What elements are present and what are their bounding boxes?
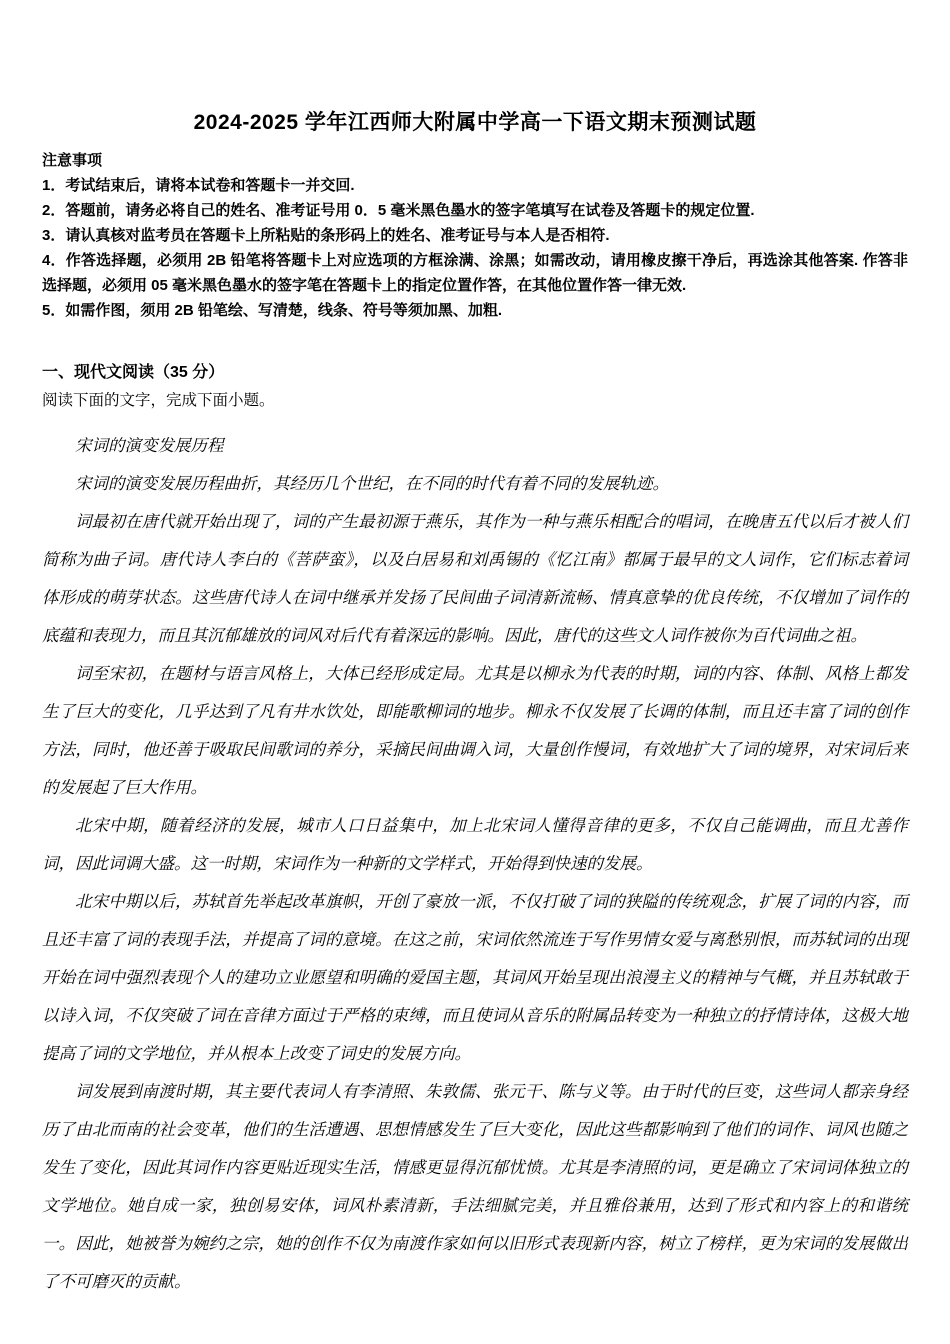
passage-paragraph: 北宋中期，随着经济的发展，城市人口日益集中，加上北宋词人懂得音律的更多，不仅自己能调曲，而且尤善作词，因此词调大盛。这一时期，宋词作为一种新的文学样式，开始得到快速的发展。	[42, 816, 908, 873]
passage-paragraph: 词至宋初，在题材与语言风格上，大体已经形成定局。尤其是以柳永为代表的时期，词的内容、体制、风格上都发生了巨大的变化，几乎达到了凡有井水饮处，即能歌柳词的地步。柳永不仅发展了长调的体制，而且还丰富了词的创作方法，同时，他还善于吸取民间歌词的养分，采摘民间曲调入词，大量创作慢词，有效地扩大了词的境界，对宋词后来的发展起了巨大作用。	[42, 664, 908, 797]
reading-passage	[42, 427, 908, 1301]
passage-subtitle: 宋词的演变发展历程	[75, 436, 224, 455]
page-title: 2024-2025 学年江西师大附属中学高一下语文期末预测试题	[193, 111, 757, 134]
notice-item-5: 5．如需作图，须用 2B 铅笔绘、写清楚，线条、符号等须加黑、加粗.	[42, 302, 503, 319]
section-heading-modern-reading: 一、现代文阅读（35 分）	[42, 364, 225, 381]
reading-instruction: 阅读下面的文字，完成下面小题。	[42, 392, 275, 409]
notice-section	[42, 148, 908, 323]
notice-item-2: 2．答题前，请务必将自己的姓名、准考证号用 0．5 毫米黑色墨水的签字笔填写在试卷及答题卡的规定位置.	[42, 202, 755, 219]
notice-item-3: 3．请认真核对监考员在答题卡上所粘贴的条形码上的姓名、准考证号与本人是否相符.	[42, 227, 610, 244]
notice-item-1: 1．考试结束后，请将本试卷和答题卡一并交回.	[42, 177, 355, 194]
passage-paragraph: 词最初在唐代就开始出现了，词的产生最初源于燕乐，其作为一种与燕乐相配合的唱词，在晚唐五代以后才被人们简称为曲子词。唐代诗人李白的《菩萨蛮》，以及白居易和刘禹锡的《忆江南》都属于最早的文人词作，它们标志着词体形成的萌芽状态。这些唐代诗人在词中继承并发扬了民间曲子词清新流畅、情真意挚的优良传统，不仅增加了词作的底蕴和表现力，而且其沉郁雄放的词风对后代有着深远的影响。因此，唐代的这些文人词作被你为百代词曲之祖。	[42, 512, 908, 645]
passage-paragraph: 词发展到南渡时期，其主要代表词人有李清照、朱敦儒、张元干、陈与义等。由于时代的巨变，这些词人都亲身经历了由北而南的社会变革，他们的生活遭遇、思想情感发生了巨大变化，因此这些都影响到了他们的词作、词风也随之发生了变化，因此其词作内容更贴近现实生活，情感更显得沉郁忧愤。尤其是李清照的词，更是确立了宋词词体独立的文学地位。她自成一家，独创易安体，词风朴素清新，手法细腻完美，并且雅俗兼用，达到了形式和内容上的和谐统一。因此，她被誉为婉约之宗，她的创作不仅为南渡作家如何以旧形式表现新内容，树立了榜样，更为宋词的发展做出了不可磨灭的贡献。	[42, 1082, 908, 1291]
notice-item-4: 4．作答选择题，必须用 2B 铅笔将答题卡上对应选项的方框涂满、涂黑；如需改动，请用橡皮擦干净后，再选涂其他答案. 作答非选择题，必须用 05 毫米黑色墨水的签字笔在答题卡上的指定位置作答，在其他位置作答一律无效.	[42, 252, 908, 294]
passage-paragraph: 北宋中期以后，苏轼首先举起改革旗帜，开创了豪放一派，不仅打破了词的狭隘的传统观念，扩展了词的内容，而且还丰富了词的表现手法，并提高了词的意境。在这之前，宋词依然流连于写作男情女爱与离愁别恨，而苏轼词的出现开始在词中强烈表现个人的建功立业愿望和明确的爱国主题，其词风开始呈现出浪漫主义的精神与气概，并且苏轼敢于以诗入词，不仅突破了词在音律方面过于严格的束缚，而且使词从音乐的附属品转变为一种独立的抒情诗体，这极大地提高了词的文学地位，并从根本上改变了词史的发展方向。	[42, 892, 908, 1063]
passage-paragraph: 宋词的演变发展历程曲折，其经历几个世纪，在不同的时代有着不同的发展轨迹。	[75, 474, 669, 493]
notice-heading: 注意事项	[42, 152, 103, 169]
